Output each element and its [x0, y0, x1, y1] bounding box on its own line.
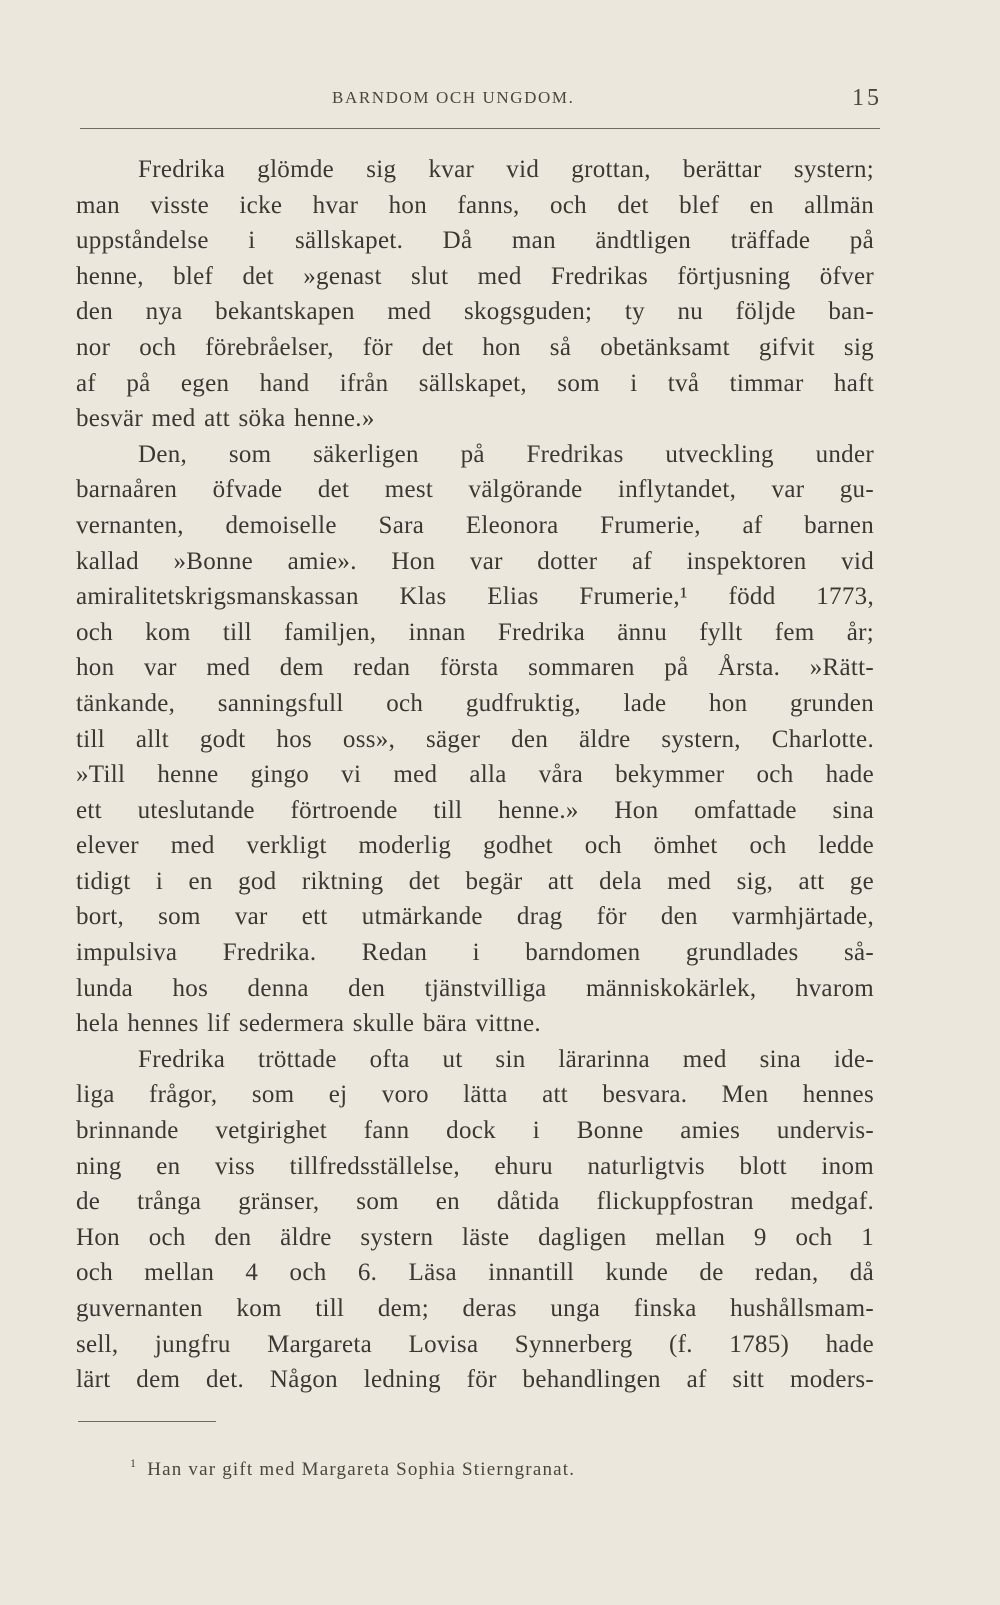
text-line: vernanten, demoiselle Sara Eleonora Frumerie, af barnen: [76, 511, 874, 539]
text-line: ning en viss tillfredsställelse, ehuru naturligtvis blott inom: [76, 1152, 874, 1180]
text-line: elever med verkligt moderlig godhet och ömhet och ledde: [76, 832, 874, 860]
text-line: den nya bekantskapen med skogsguden; ty nu följde ban-: [76, 298, 874, 326]
footnote-rule: [78, 1421, 216, 1422]
text-line: lunda hos denna den tjänstvilliga människokärlek, hvarom: [76, 974, 874, 1002]
text-line: liga frågor, som ej voro lätta att besvara. Men hennes: [76, 1081, 874, 1109]
text-line: hela hennes lif sedermera skulle bära vittne.: [76, 1010, 541, 1038]
text-line: till allt godt hos oss», säger den äldre systern, Charlotte.: [76, 725, 874, 753]
text-line: och mellan 4 och 6. Läsa innantill kunde de redan, då: [76, 1259, 874, 1287]
text-line: Den, som säkerligen på Fredrikas utveckling under: [138, 440, 874, 468]
running-head: [0, 85, 1000, 112]
text-line: barnaåren öfvade det mest välgörande inflytandet, var gu-: [76, 476, 874, 504]
text-line: sell, jungfru Margareta Lovisa Synnerberg (f. 1785) hade: [76, 1330, 874, 1358]
text-line: tidigt i en god riktning det begär att dela med sig, att ge: [76, 867, 874, 895]
text-line: bort, som var ett utmärkande drag för den varmhjärtade,: [76, 903, 874, 931]
text-line: de trånga gränser, som en dåtida flickuppfostran medgaf.: [76, 1188, 874, 1216]
body-text: [76, 152, 874, 1398]
text-line: ett uteslutande förtroende till henne.» Hon omfattade sina: [76, 796, 874, 824]
footnote-text: Han var gift med Margareta Sophia Stierngranat.: [147, 1459, 576, 1480]
text-line: kallad »Bonne amie». Hon var dotter af inspektoren vid: [76, 547, 874, 575]
running-title: BARNDOM OCH UNGDOM.: [332, 88, 575, 107]
text-line: guvernanten kom till dem; deras unga finska hushållsmam-: [76, 1295, 874, 1322]
text-line: amiralitetskrigsmanskassan Klas Elias Frumerie,¹ född 1773,: [76, 583, 874, 611]
header-rule: [80, 128, 880, 129]
text-line: impulsiva Fredrika. Redan i barndomen grundlades så-: [76, 939, 874, 967]
text-line: hon var med dem redan första sommaren på Årsta. »Rätt-: [76, 654, 874, 682]
footnote-mark: 1: [130, 1456, 138, 1470]
text-line: uppståndelse i sällskapet. Då man ändtligen träffade på: [76, 227, 874, 255]
text-line: henne, blef det »genast slut med Fredrikas förtjusning öfver: [76, 262, 874, 290]
text-line: och kom till familjen, innan Fredrika ännu fyllt fem år;: [76, 618, 874, 646]
text-line: Fredrika tröttade ofta ut sin lärarinna med sina ide-: [138, 1045, 874, 1073]
text-line: af på egen hand ifrån sällskapet, som i två timmar haft: [76, 369, 874, 397]
text-line: Fredrika glömde sig kvar vid grottan, berättar systern;: [138, 156, 874, 183]
text-line: man visste icke hvar hon fanns, och det blef en allmän: [76, 191, 874, 219]
text-line: besvär med att söka henne.»: [76, 405, 375, 433]
text-line: lärt dem det. Någon ledning för behandlingen af sitt moders-: [76, 1366, 874, 1394]
page-number: 15: [852, 85, 882, 111]
text-line: nor och förebråelser, för det hon så obetänksamt gifvit sig: [76, 333, 874, 361]
text-line: tänkande, sanningsfull och gudfruktig, lade hon grunden: [76, 689, 874, 717]
text-line: brinnande vetgirighet fann dock i Bonne amies undervis-: [76, 1117, 874, 1145]
footnote: [130, 1456, 575, 1481]
text-line: »Till henne gingo vi med alla våra bekymmer och hade: [76, 761, 874, 789]
text-line: Hon och den äldre systern läste dagligen mellan 9 och 1: [76, 1223, 874, 1251]
